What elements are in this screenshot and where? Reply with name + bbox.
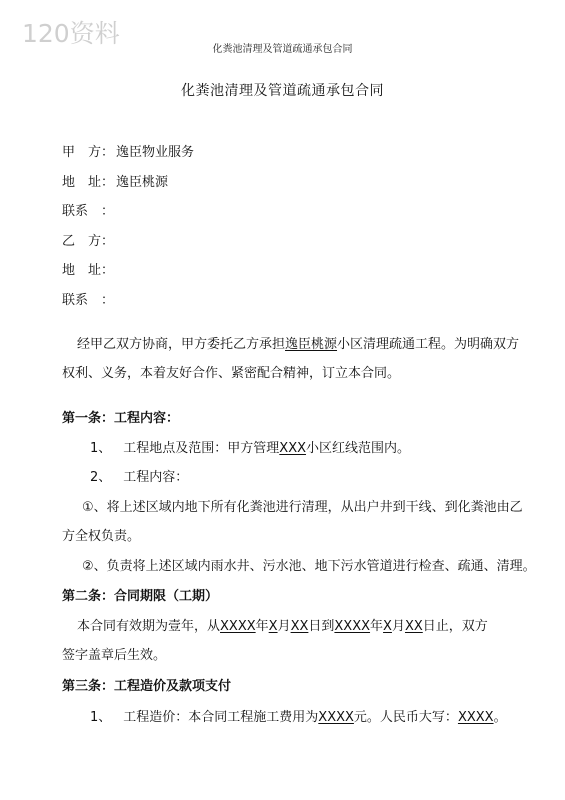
party-a-contact-row xyxy=(62,200,116,219)
intro-line-1 xyxy=(77,333,519,352)
party-a-value: 逸臣物业服务 xyxy=(116,145,195,160)
party-b-contact-label: 联系 ： xyxy=(62,293,115,308)
party-b-row xyxy=(62,230,116,249)
article-3-item-1 xyxy=(90,706,507,725)
party-a-row xyxy=(62,141,194,160)
term-text: 月 xyxy=(391,619,405,634)
end-day: XX xyxy=(404,619,423,634)
article-2-line-2: 签字盖章后生效。 xyxy=(62,648,167,663)
party-a-label: 甲 方： xyxy=(62,145,115,160)
start-year: XXXX xyxy=(220,619,256,634)
term-text: 日到 xyxy=(308,619,335,634)
party-a-address-row xyxy=(62,171,168,190)
item-text: 元。人民币大写： xyxy=(353,710,458,725)
term-text: 月 xyxy=(277,619,291,634)
end-month: X xyxy=(383,619,392,634)
intro-text: 小区清理疏通工程。为明确双方 xyxy=(337,337,520,352)
item-text: 工程造价：本合同工程施工费用为 xyxy=(123,710,319,725)
document-title: 化粪池清理及管道疏通承包合同 xyxy=(181,83,384,99)
end-year: XXXX xyxy=(334,619,371,634)
item-text: 。 xyxy=(493,710,507,725)
party-b-address-label: 地 址： xyxy=(62,263,115,278)
party-a-contact-label: 联系 ： xyxy=(62,204,115,219)
item-number: 1、 xyxy=(90,710,112,725)
project-name: 逸臣桃源 xyxy=(285,337,338,352)
party-a-address-label: 地 址： xyxy=(62,175,115,190)
community-placeholder: XXX xyxy=(279,441,307,456)
start-month: X xyxy=(268,619,278,634)
amount-in-words-placeholder: XXXX xyxy=(457,710,494,725)
article-3-heading: 第三条：工程造价及款项支付 xyxy=(62,679,232,694)
party-b-label: 乙 方： xyxy=(62,234,115,249)
party-a-address-value: 逸臣桃源 xyxy=(116,175,169,190)
term-text: 本合同有效期为壹年，从 xyxy=(77,619,221,634)
item-text: 工程地点及范围：甲方管理 xyxy=(123,441,280,456)
watermark: 120资料 xyxy=(22,19,120,48)
article-2-heading: 第二条：合同期限（工期） xyxy=(62,589,219,604)
item-number: 1、 xyxy=(90,441,112,456)
term-text: 日止，双方 xyxy=(422,619,488,634)
page-header: 化粪池清理及管道疏通承包合同 xyxy=(212,44,353,55)
party-b-address-row xyxy=(62,259,116,278)
amount-placeholder: XXXX xyxy=(318,710,354,725)
article-1-item-2 xyxy=(90,466,188,485)
article-1-sub-1-line-1: ①、将上述区域内地下所有化粪池进行清理，从出户井到干线、到化粪池由乙 xyxy=(82,500,523,515)
item-text: 工程内容： xyxy=(123,470,189,485)
article-1-sub-1-line-2: 方全权负责。 xyxy=(62,529,141,544)
intro-line-2: 权利、义务，本着友好合作、紧密配合精神，订立本合同。 xyxy=(62,366,401,381)
article-1-sub-2: ②、负责将上述区域内雨水井、污水池、地下污水管道进行检查、疏通、清理。 xyxy=(82,559,536,574)
intro-text: 经甲乙双方协商，甲方委托乙方承担 xyxy=(77,337,286,352)
item-text: 小区红线范围内。 xyxy=(306,441,411,456)
article-2-line-1 xyxy=(77,615,488,634)
item-number: 2、 xyxy=(90,470,112,485)
term-text: 年 xyxy=(370,619,384,634)
article-1-heading: 第一条：工程内容： xyxy=(62,411,180,426)
article-1-item-1 xyxy=(90,437,410,456)
term-text: 年 xyxy=(255,619,269,634)
start-day: XX xyxy=(290,619,309,634)
party-b-contact-row xyxy=(62,289,116,308)
